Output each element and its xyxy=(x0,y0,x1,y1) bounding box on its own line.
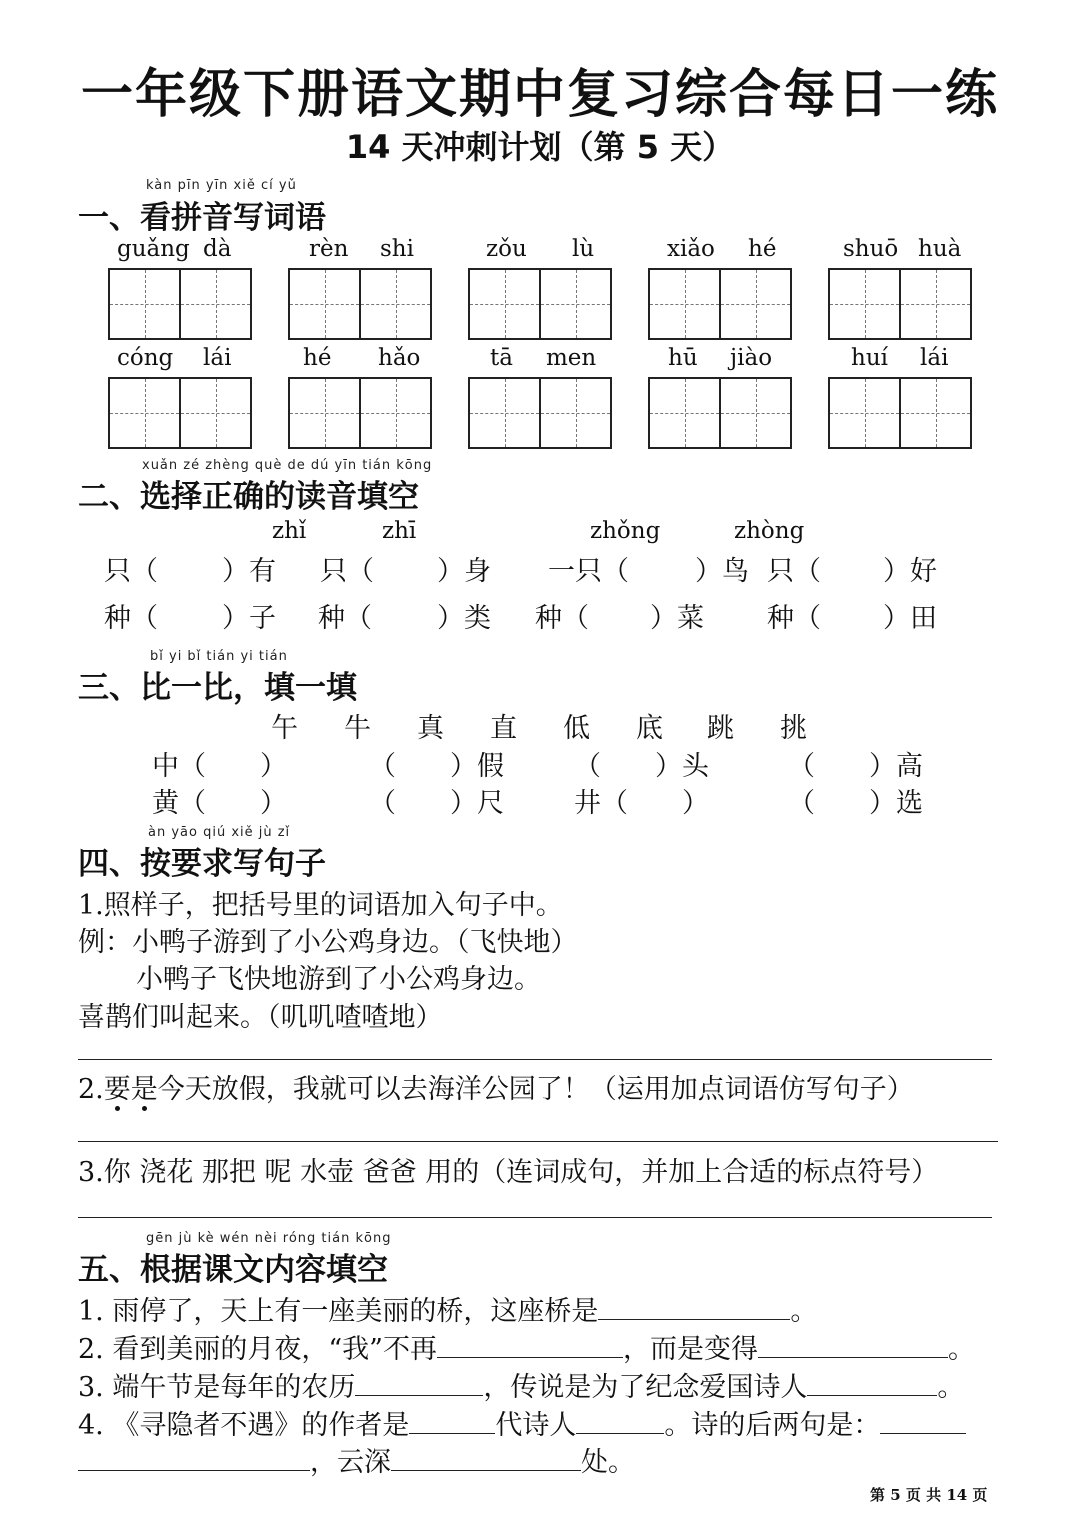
pinyin-label: cóng xyxy=(117,345,174,371)
fill-blank[interactable] xyxy=(880,1407,966,1434)
fill-item: 井（ ） xyxy=(574,788,709,819)
section4-pinyin: àn yāo qiú xiě jù zǐ xyxy=(148,825,291,840)
page-title: 一年级下册语文期中复习综合每日一练 xyxy=(80,65,999,125)
question-3: 3.你 浇花 那把 呢 水壶 爸爸 用的（连词成句，并加上合适的标点符号） xyxy=(78,1157,939,1188)
section3-pinyin: bǐ yi bǐ tián yi tián xyxy=(150,649,288,664)
sentence-text: 4. 《寻隐者不遇》的作者是 xyxy=(78,1410,410,1441)
pinyin-option: zhòng xyxy=(734,518,805,544)
section4-title: 四、按要求写句子 xyxy=(78,846,326,882)
section5-title: 五、根据课文内容填空 xyxy=(78,1252,388,1288)
section1-title: 一、看拼音写词语 xyxy=(78,200,326,236)
pinyin-label: dà xyxy=(203,236,232,262)
pinyin-label: hū xyxy=(668,345,698,371)
emphasis-char: 要 xyxy=(103,1074,131,1105)
fill-item-close: ）田 xyxy=(883,603,937,634)
writing-grid[interactable] xyxy=(468,268,612,340)
sentence-text: 代诗人 xyxy=(495,1410,577,1441)
fill-item-open: 种（ xyxy=(318,603,372,634)
fill-item-close: ）菜 xyxy=(650,603,704,634)
fill-item-open: 一只（ xyxy=(548,556,629,587)
fill-item: 中（ ） xyxy=(152,751,287,782)
section2-title: 二、选择正确的读音填空 xyxy=(78,479,419,515)
fill-item: （ ）选 xyxy=(788,788,923,819)
compare-char: 挑 xyxy=(780,713,807,744)
pinyin-label: lái xyxy=(920,345,949,371)
fill-item-open: 只（ xyxy=(104,556,158,587)
section5-pinyin: gēn jù kè wén nèi róng tián kōng xyxy=(146,1231,392,1246)
writing-grid[interactable] xyxy=(648,268,792,340)
fill-item: 黄（ ） xyxy=(152,788,287,819)
fill-item: （ ）高 xyxy=(788,751,923,782)
pinyin-label: shi xyxy=(380,236,414,262)
compare-char: 低 xyxy=(563,713,590,744)
pinyin-option: zhǐ xyxy=(272,518,307,544)
pinyin-label: huà xyxy=(918,236,962,262)
compare-char: 午 xyxy=(271,713,298,744)
fill-item: （ ）尺 xyxy=(369,788,504,819)
pinyin-label: hǎo xyxy=(378,345,421,371)
answer-line[interactable] xyxy=(78,1217,992,1218)
sentence-text: 。 xyxy=(947,1334,975,1365)
pinyin-label: hé xyxy=(748,236,777,262)
sentence-text: 处。 xyxy=(581,1447,635,1478)
fill-blank[interactable] xyxy=(758,1331,948,1358)
pinyin-label: lù xyxy=(572,236,595,262)
fill-item-close: ）身 xyxy=(437,556,491,587)
pinyin-label: xiǎo xyxy=(667,236,715,262)
fill-blank[interactable] xyxy=(409,1407,495,1434)
writing-grid[interactable] xyxy=(288,268,432,340)
fill-sentence-4 xyxy=(78,1403,966,1442)
compare-char: 牛 xyxy=(344,713,371,744)
section2-pinyin: xuǎn zé zhèng què de dú yīn tián kōng xyxy=(142,458,433,473)
pinyin-label: huí xyxy=(851,345,888,371)
fill-item-close: ）子 xyxy=(222,603,276,634)
writing-grid[interactable] xyxy=(108,268,252,340)
section3-title: 三、比一比，填一填 xyxy=(78,670,357,706)
writing-grid[interactable] xyxy=(108,377,252,449)
sentence-text: ，云深 xyxy=(310,1447,391,1478)
question-1-task: 喜鹊们叫起来。（叽叽喳喳地） xyxy=(78,1002,443,1033)
fill-item-open: 只（ xyxy=(320,556,374,587)
sentence-text: 2. 看到美丽的月夜，“我”不再 xyxy=(78,1334,437,1365)
fill-sentence-5 xyxy=(78,1440,635,1479)
fill-item-open: 种（ xyxy=(767,603,821,634)
compare-char: 跳 xyxy=(707,713,734,744)
sentence-text: 1. 雨停了，天上有一座美丽的桥，这座桥是 xyxy=(78,1296,599,1327)
example-sentence: 例：小鸭子游到了小公鸡身边。（飞快地） xyxy=(78,927,578,958)
compare-char: 底 xyxy=(636,713,663,744)
example-answer: 小鸭子飞快地游到了小公鸡身边。 xyxy=(136,964,541,995)
fill-item-open: 种（ xyxy=(104,603,158,634)
writing-grid[interactable] xyxy=(828,268,972,340)
compare-char: 直 xyxy=(490,713,517,744)
pinyin-option: zhǒng xyxy=(590,518,661,544)
sentence-text: ，传说是为了纪念爱国诗人 xyxy=(483,1372,808,1403)
sentence-text: 。 xyxy=(937,1372,965,1403)
pinyin-label: shuō xyxy=(843,236,899,262)
question-1: 1.照样子，把括号里的词语加入句子中。 xyxy=(78,890,563,921)
fill-blank[interactable] xyxy=(807,1369,937,1396)
fill-blank[interactable] xyxy=(598,1293,790,1320)
fill-item-open: 只（ xyxy=(767,556,821,587)
fill-sentence-3 xyxy=(78,1365,964,1404)
writing-grid[interactable] xyxy=(828,377,972,449)
sentence-text: 。诗的后两句是： xyxy=(664,1410,881,1441)
fill-blank[interactable] xyxy=(437,1331,623,1358)
fill-blank[interactable] xyxy=(391,1444,581,1471)
compare-char: 真 xyxy=(417,713,444,744)
fill-item: （ ）假 xyxy=(369,751,504,782)
fill-sentence-2 xyxy=(78,1327,975,1366)
pinyin-option: zhī xyxy=(382,518,417,544)
pinyin-label: hé xyxy=(303,345,332,371)
fill-item-close: ）类 xyxy=(437,603,491,634)
pinyin-label: men xyxy=(546,345,597,371)
fill-blank[interactable] xyxy=(355,1369,483,1396)
question-2 xyxy=(78,1067,914,1106)
fill-item-close: ）有 xyxy=(222,556,276,587)
pinyin-label: zǒu xyxy=(486,236,527,262)
pinyin-label: jiào xyxy=(730,345,773,371)
question-2-text: 今天放假，我就可以去海洋公园了！（运用加点词语仿写句子） xyxy=(157,1074,914,1105)
fill-blank[interactable] xyxy=(576,1407,664,1434)
page-number: 第 5 页 共 14 页 xyxy=(870,1486,988,1504)
fill-item-open: 种（ xyxy=(535,603,589,634)
pinyin-label: lái xyxy=(203,345,232,371)
writing-grid[interactable] xyxy=(288,377,432,449)
page-subtitle: 14 天冲刺计划（第 5 天） xyxy=(345,128,735,166)
sentence-text: ，而是变得 xyxy=(622,1334,758,1365)
sentence-text: 3. 端午节是每年的农历 xyxy=(78,1372,356,1403)
section1-pinyin: kàn pīn yīn xiě cí yǔ xyxy=(146,178,297,193)
fill-blank[interactable] xyxy=(78,1444,310,1471)
writing-grid[interactable] xyxy=(648,377,792,449)
pinyin-label: tā xyxy=(490,345,513,371)
pinyin-label: guǎng xyxy=(117,236,190,262)
question-2-number: 2. xyxy=(78,1074,104,1105)
emphasis-char: 是 xyxy=(130,1074,158,1105)
writing-grid[interactable] xyxy=(468,377,612,449)
fill-sentence-1 xyxy=(78,1289,817,1328)
sentence-text: 。 xyxy=(790,1296,818,1327)
fill-item-close: ）好 xyxy=(883,556,937,587)
fill-item: （ ）头 xyxy=(574,751,709,782)
pinyin-label: rèn xyxy=(309,236,349,262)
answer-line[interactable] xyxy=(78,1059,992,1060)
fill-item-close: ）鸟 xyxy=(695,556,749,587)
answer-line[interactable] xyxy=(78,1141,998,1142)
